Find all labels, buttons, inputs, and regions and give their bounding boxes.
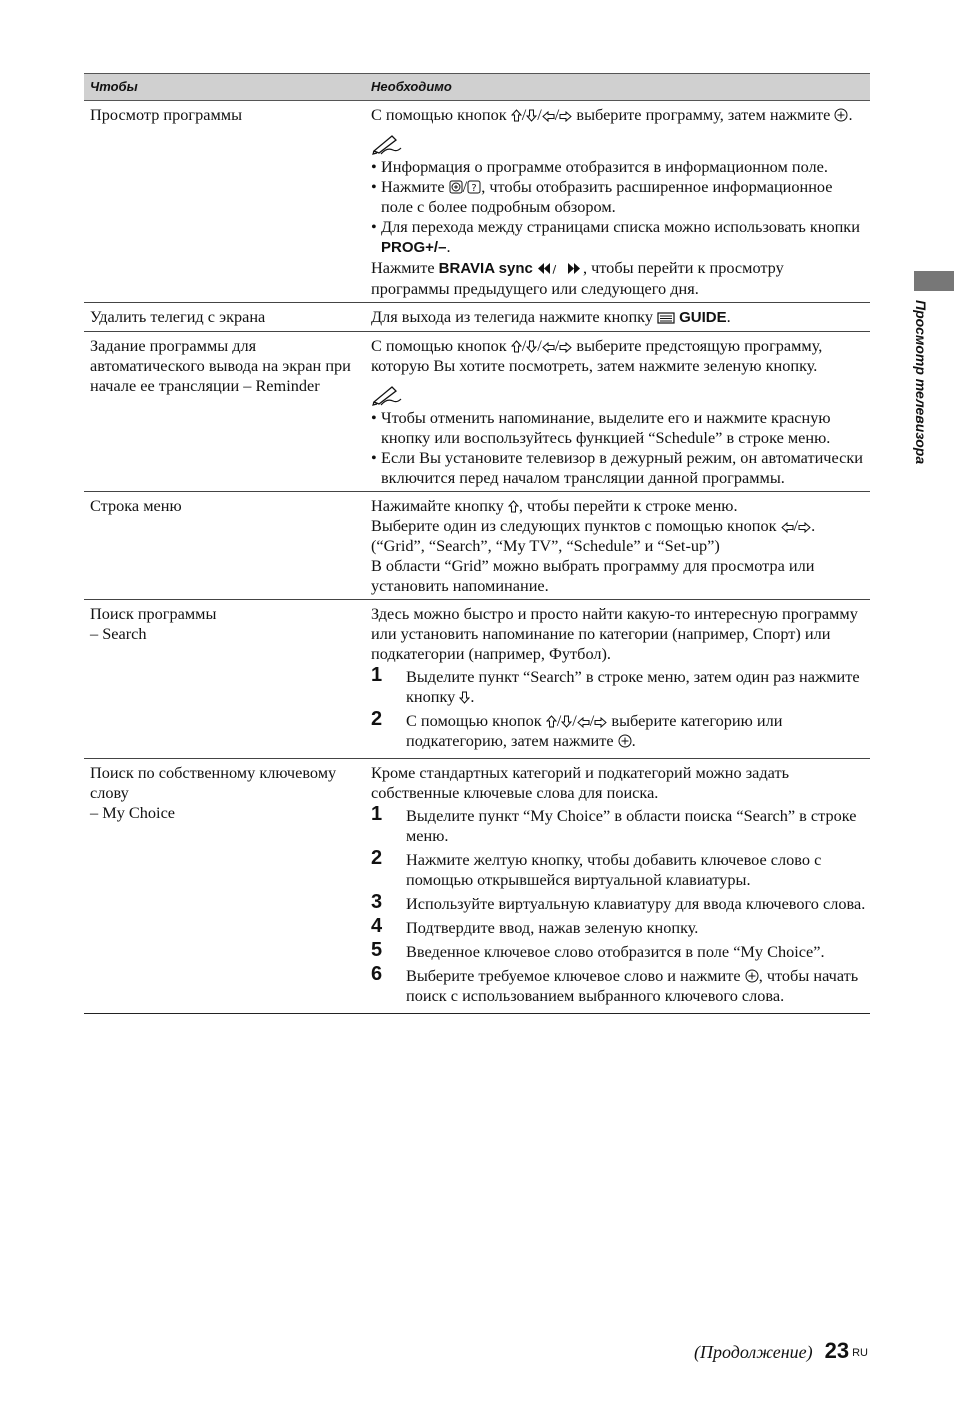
header-col-todo: Чтобы bbox=[90, 79, 138, 94]
table-row bbox=[84, 332, 870, 492]
row-text: Нажмите BRAVIA sync / , чтобы перейти к просмотру программы предыдущего или следующего дня. bbox=[371, 258, 784, 298]
svg-text:?: ? bbox=[471, 183, 477, 194]
header-col-action: Необходимо bbox=[371, 79, 452, 94]
table-row bbox=[84, 492, 870, 600]
step-item: 6 Выберите требуемое ключевое слово и нажмите , чтобы начать поиск с использованием выбранного ключевого слова. bbox=[371, 963, 859, 1005]
section-tab-marker bbox=[914, 271, 954, 291]
page-number: 23 bbox=[824, 1338, 850, 1363]
left-right-arrows-icon: / bbox=[781, 516, 812, 535]
row-label: Просмотр программы bbox=[90, 105, 243, 124]
note-pencil-icon bbox=[371, 133, 866, 155]
row-text: Нажимайте кнопку , чтобы перейти к строке меню. bbox=[371, 496, 738, 515]
step-number: 2 bbox=[371, 708, 383, 730]
ok-button-icon bbox=[834, 105, 848, 124]
language-code: RU bbox=[852, 1347, 868, 1359]
continued-label: (Продолжение) bbox=[693, 1342, 813, 1362]
row-content bbox=[365, 496, 870, 596]
row-text: Кроме стандартных категорий и подкатегорий можно задать собственные ключевые слова для поиска. bbox=[371, 763, 789, 802]
four-arrows-icon: / / / bbox=[511, 336, 573, 355]
function-table bbox=[84, 73, 870, 1014]
up-arrow-icon bbox=[508, 496, 519, 515]
row-text: С помощью кнопок / / / выберите предстоящую программу, которую Вы хотите посмотреть, затем нажмите зеленую кнопку. bbox=[371, 336, 823, 375]
row-content bbox=[365, 105, 870, 299]
four-arrows-icon: / / / bbox=[546, 711, 608, 730]
step-number: 2 bbox=[371, 847, 383, 869]
table-header bbox=[84, 73, 870, 101]
ok-button-icon bbox=[618, 731, 632, 750]
row-content bbox=[365, 763, 870, 1010]
row-label: Удалить телегид с экрана bbox=[90, 307, 266, 326]
step-number: 4 bbox=[371, 915, 383, 937]
step-item: 5 Введенное ключевое слово отобразится в поле “My Choice”. bbox=[371, 939, 825, 961]
step-number: 3 bbox=[371, 891, 383, 913]
row-label: Задание программы для автоматического вывода на экран при начале ее трансляции – Reminder bbox=[90, 336, 351, 395]
step-number: 5 bbox=[371, 939, 383, 961]
down-arrow-icon bbox=[459, 687, 470, 706]
note-item: • Информация о программе отобразится в информационном поле. bbox=[371, 157, 866, 177]
step-item: 3 Используйте виртуальную клавиатуру для ввода ключевого слова. bbox=[371, 891, 866, 913]
note-item: • Чтобы отменить напоминание, выделите его и нажмите красную кнопку или воспользуйтесь функцией “Schedule” в строке меню. bbox=[371, 408, 866, 448]
prog-button-label: PROG+/– bbox=[381, 239, 447, 256]
row-text: С помощью кнопок / / / выберите программу, затем нажмите . bbox=[371, 105, 853, 124]
row-text: Для выхода из телегида нажмите кнопку GUIDE. bbox=[371, 307, 731, 326]
step-number: 1 bbox=[371, 664, 383, 686]
row-content bbox=[365, 307, 870, 328]
row-label: Поиск программы – Search bbox=[90, 604, 217, 643]
info-button-icon: / ? bbox=[449, 177, 482, 196]
step-number: 6 bbox=[371, 963, 383, 985]
page-footer bbox=[694, 1338, 868, 1363]
row-label: Поиск по собственному ключевому слову – My Choice bbox=[90, 763, 337, 822]
four-arrows-icon: / / / bbox=[511, 105, 573, 124]
guide-button-label: GUIDE bbox=[679, 309, 727, 326]
note-item: • Для перехода между страницами списка можно использовать кнопки PROG+/–. bbox=[371, 217, 866, 258]
row-content bbox=[365, 604, 870, 755]
table-row bbox=[84, 759, 870, 1014]
step-item: 1 Выделите пункт “My Choice” в области поиска “Search” в строке меню. bbox=[371, 803, 857, 845]
step-item: 2 Нажмите желтую кнопку, чтобы добавить ключевое слово с помощью открывшейся виртуальной клавиатуры. bbox=[371, 847, 822, 889]
note-pencil-icon bbox=[371, 384, 866, 406]
bravia-sync-label: BRAVIA sync bbox=[438, 260, 533, 277]
step-item: 1 Выделите пункт “Search” в строке меню, затем один раз нажмите кнопку . bbox=[371, 664, 860, 706]
step-item: 2 С помощью кнопок / / / выберите категорию или подкатегорию, затем нажмите . bbox=[371, 708, 783, 750]
row-label: Строка меню bbox=[90, 496, 182, 515]
step-item: 4 Подтвердите ввод, нажав зеленую кнопку. bbox=[371, 915, 699, 937]
row-text: Здесь можно быстро и просто найти какую-то интересную программу или установить напоминание по категории (например, Спорт) или подкатегории (например, Футбол). bbox=[371, 604, 858, 663]
step-number: 1 bbox=[371, 803, 383, 825]
ok-button-icon bbox=[745, 966, 759, 985]
note-item: • Нажмите / ? , чтобы отобразить расширенное информационное поле с более подробным обзором. bbox=[371, 177, 866, 217]
table-row bbox=[84, 600, 870, 759]
section-title-vertical: Просмотр телевизора bbox=[913, 300, 929, 465]
rewind-forward-icon bbox=[537, 258, 583, 277]
guide-icon bbox=[657, 307, 675, 326]
row-text: Выберите один из следующих пунктов с помощью кнопок / . (“Grid”, “Search”, “My TV”, “Schedule” и “Set-up”) bbox=[371, 516, 816, 555]
row-text: В области “Grid” можно выбрать программу для просмотра или установить напоминание. bbox=[371, 556, 815, 595]
row-content bbox=[365, 336, 870, 488]
table-row bbox=[84, 101, 870, 303]
svg-text:/: / bbox=[552, 263, 557, 275]
table-row bbox=[84, 303, 870, 332]
note-item: • Если Вы установите телевизор в дежурный режим, он автоматически включится перед началом трансляции данной программы. bbox=[371, 448, 866, 488]
